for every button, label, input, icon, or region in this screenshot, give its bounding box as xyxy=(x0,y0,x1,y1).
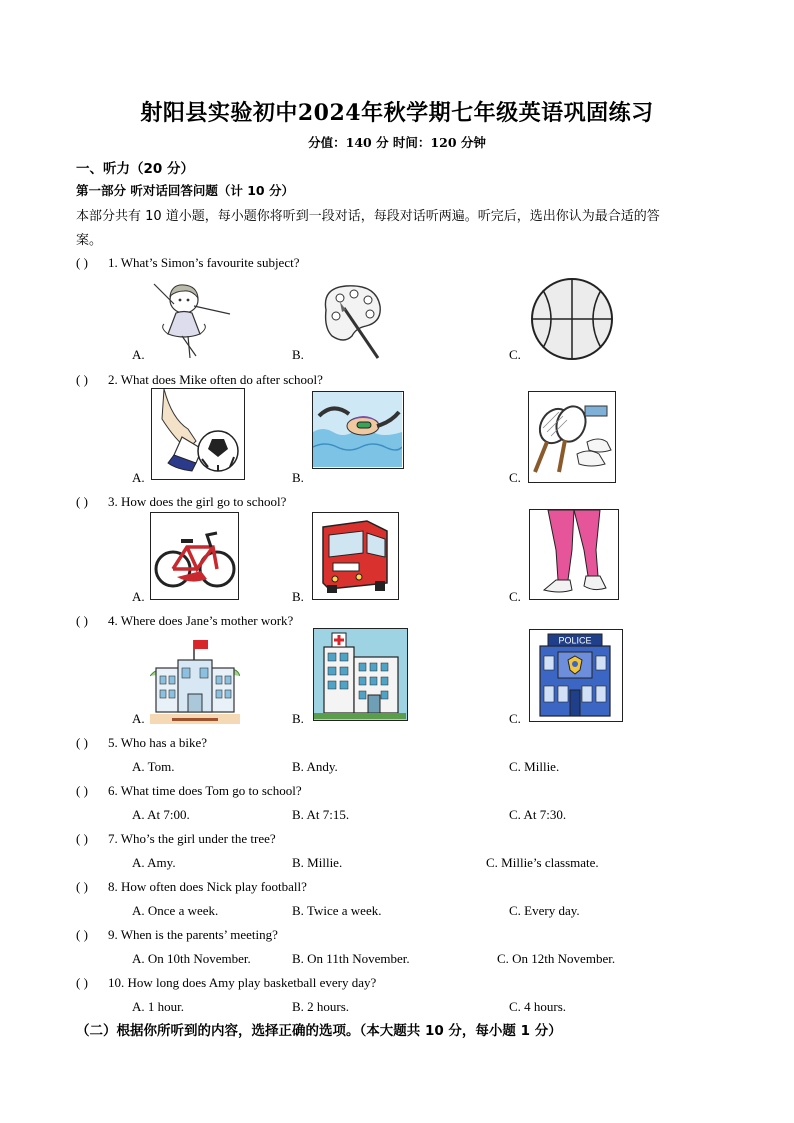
police-sign-text: POLICE xyxy=(558,635,592,646)
bus-icon xyxy=(312,512,399,600)
question-6-option-a[interactable]: A. At 7:00. xyxy=(132,807,190,822)
question-6-option-b[interactable]: B. At 7:15. xyxy=(292,807,350,822)
question-5-text: 5. Who has a bike? xyxy=(108,735,208,750)
question-6-text: 6. What time does Tom go to school? xyxy=(108,783,302,798)
question-3-option-b[interactable]: B. xyxy=(292,589,304,604)
question-8-option-a[interactable]: A. Once a week. xyxy=(132,903,219,918)
school-building-icon xyxy=(150,636,240,724)
question-6-blank[interactable]: ( ) xyxy=(76,783,88,798)
question-4-option-b[interactable]: B. xyxy=(292,711,304,726)
question-5-option-c[interactable]: C. Millie. xyxy=(509,759,560,774)
section-heading-listening: 一、听力（20 分） xyxy=(76,161,194,177)
question-3-option-c[interactable]: C. xyxy=(509,589,521,604)
football-kick-icon xyxy=(151,388,245,480)
question-9-option-b[interactable]: B. On 11th November. xyxy=(292,951,410,966)
question-3-blank[interactable]: ( ) xyxy=(76,494,88,509)
question-6-option-c[interactable]: C. At 7:30. xyxy=(509,807,567,822)
hospital-icon xyxy=(313,628,408,721)
section-2-heading: （二）根据你所听到的内容，选择正确的选项。（本大题共 10 分，每小题 1 分） xyxy=(76,1023,562,1039)
question-4-blank[interactable]: ( ) xyxy=(76,613,88,628)
question-1-option-a[interactable]: A. xyxy=(132,347,145,362)
question-3-option-a[interactable]: A. xyxy=(132,589,145,604)
question-2-blank[interactable]: ( ) xyxy=(76,372,88,387)
question-1-option-c[interactable]: C. xyxy=(509,347,521,362)
question-8-blank[interactable]: ( ) xyxy=(76,879,88,894)
question-1-blank[interactable]: ( ) xyxy=(76,255,88,270)
question-4-option-c[interactable]: C. xyxy=(509,711,521,726)
question-2-text: 2. What does Mike often do after school? xyxy=(108,372,323,387)
question-7-option-b[interactable]: B. Millie. xyxy=(292,855,343,870)
question-10-text: 10. How long does Amy play basketball every day? xyxy=(108,975,377,990)
question-8-text: 8. How often does Nick play football? xyxy=(108,879,307,894)
question-10-blank[interactable]: ( ) xyxy=(76,975,88,990)
question-9-blank[interactable]: ( ) xyxy=(76,927,88,942)
question-4-option-a[interactable]: A. xyxy=(132,711,145,726)
swimming-icon xyxy=(312,391,404,469)
bicycle-icon xyxy=(150,512,239,600)
question-9-option-a[interactable]: A. On 10th November. xyxy=(132,951,251,966)
basketball-icon xyxy=(529,276,615,362)
question-1-option-b[interactable]: B. xyxy=(292,347,304,362)
question-5-option-a[interactable]: A. Tom. xyxy=(132,759,175,774)
question-9-option-c[interactable]: C. On 12th November. xyxy=(497,951,616,966)
question-2-option-c[interactable]: C. xyxy=(509,470,521,485)
police-station-icon xyxy=(529,629,623,722)
part1-heading: 第一部分 听对话回答问题（计 10 分） xyxy=(76,183,294,198)
question-7-option-c[interactable]: C. Millie’s classmate. xyxy=(486,855,599,870)
paint-palette-icon xyxy=(318,280,388,360)
question-8-option-b[interactable]: B. Twice a week. xyxy=(292,903,382,918)
page-subtitle: 分值：140 分 时间：120 分钟 xyxy=(308,135,486,150)
question-7-blank[interactable]: ( ) xyxy=(76,831,88,846)
instructions-line-1: 本部分共有 10 道小题，每小题你将听到一段对话，每段对话听两遍。听完后，选出你认为最合适的答 xyxy=(76,209,660,224)
question-10-option-a[interactable]: A. 1 hour. xyxy=(132,999,184,1014)
question-7-text: 7. Who’s the girl under the tree? xyxy=(108,831,276,846)
question-8-option-c[interactable]: C. Every day. xyxy=(509,903,580,918)
question-9-text: 9. When is the parents’ meeting? xyxy=(108,927,278,942)
question-10-option-c[interactable]: C. 4 hours. xyxy=(509,999,567,1014)
question-7-option-a[interactable]: A. Amy. xyxy=(132,855,176,870)
page-title: 射阳县实验初中2024年秋学期七年级英语巩固练习 xyxy=(140,100,654,126)
question-5-blank[interactable]: ( ) xyxy=(76,735,88,750)
question-2-option-a[interactable]: A. xyxy=(132,470,145,485)
ballet-dancer-icon xyxy=(150,276,242,360)
question-1-text: 1. What’s Simon’s favourite subject? xyxy=(108,255,300,270)
question-2-option-b[interactable]: B. xyxy=(292,470,304,485)
question-3-text: 3. How does the girl go to school? xyxy=(108,494,287,509)
walking-legs-icon xyxy=(529,509,619,600)
tennis-racket-icon xyxy=(528,391,616,483)
question-5-option-b[interactable]: B. Andy. xyxy=(292,759,338,774)
question-4-text: 4. Where does Jane’s mother work? xyxy=(108,613,294,628)
question-10-option-b[interactable]: B. 2 hours. xyxy=(292,999,350,1014)
instructions-line-2: 案。 xyxy=(76,233,103,248)
